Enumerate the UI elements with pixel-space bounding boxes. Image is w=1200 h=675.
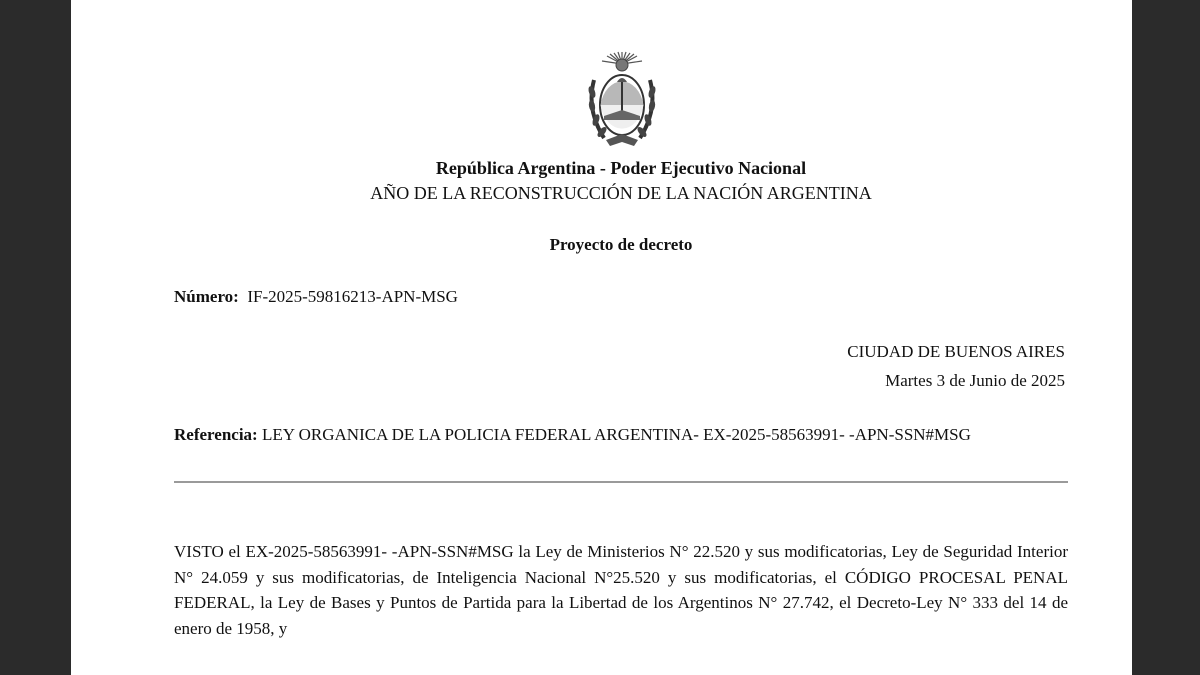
document-reference (174, 423, 1034, 447)
visto-paragraph: VISTO el EX-2025-58563991- -APN-SSN#MSG la Ley de Ministerios N° 22.520 y sus modificatorias, Ley de Seguridad Interior N° 24.059 y sus modificatorias, de Inteligencia Nacional N°25.520 y sus modificatorias, el CÓDIGO PROCESAL PENAL FEDERAL, la Ley de Bases y Puntos de Partida para la Libertad de los Argentinos N° 27.742, el Decreto-Ley N° 333 del 14 de enero de 1958, y (174, 542, 1068, 638)
document-date: Martes 3 de Junio de 2025 (885, 371, 1065, 390)
header-title: República Argentina - Poder Ejecutivo Nacional (435, 158, 807, 178)
document-type-title: Proyecto de decreto (549, 235, 693, 254)
header-year-motto: AÑO DE LA RECONSTRUCCIÓN DE LA NACIÓN ARGENTINA (370, 183, 872, 203)
document-number (174, 287, 458, 307)
document-number-value: IF-2025-59816213-APN-MSG (247, 287, 458, 306)
reference-label: Referencia: (174, 425, 258, 444)
reference-value: LEY ORGANICA DE LA POLICIA FEDERAL ARGENTINA- EX-2025-58563991- -APN-SSN#MSG (261, 425, 971, 444)
document-page (71, 0, 1132, 675)
divider (174, 481, 1068, 483)
document-number-label: Número: (174, 287, 239, 306)
document-city: CIUDAD DE BUENOS AIRES (847, 342, 1065, 361)
coat-of-arms-icon (584, 50, 660, 150)
